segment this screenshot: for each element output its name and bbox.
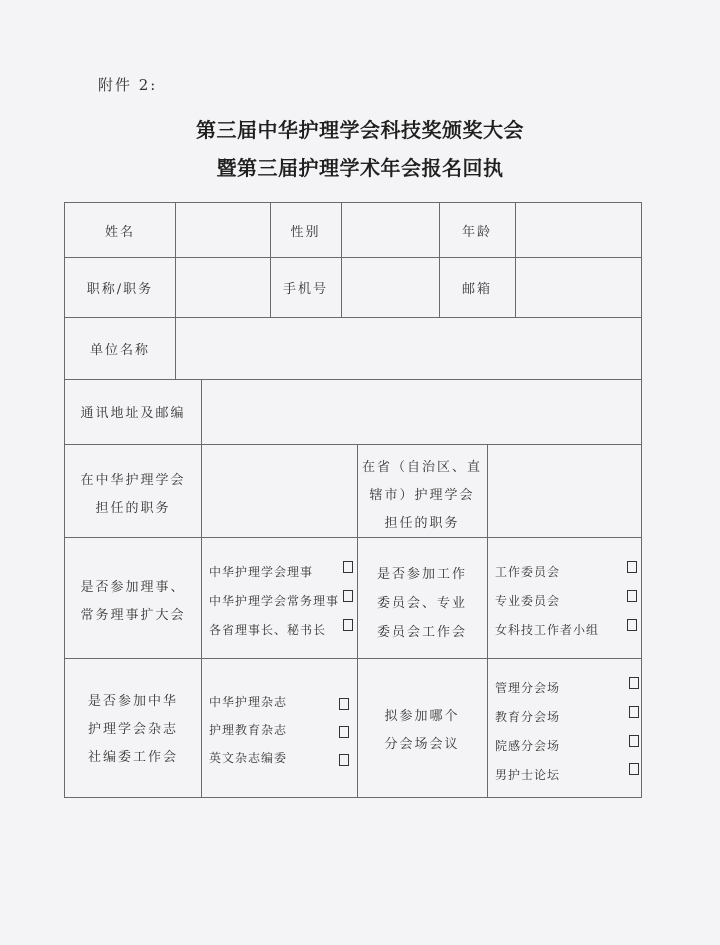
attachment-label: 附件 2: — [98, 76, 158, 94]
gender-label: 性别 — [290, 225, 321, 240]
journal-option-3: 英文杂志编委 — [209, 751, 288, 765]
council-label-2: 常务理事扩大会 — [80, 608, 186, 623]
col-divider — [201, 444, 202, 798]
council-label-1: 是否参加理事、 — [80, 580, 186, 595]
row-divider — [65, 379, 641, 380]
checkbox-council-provincial-head[interactable] — [343, 619, 353, 631]
col-divider — [487, 444, 488, 798]
committee-label-3: 委员会工作会 — [376, 625, 467, 640]
council-option-3: 各省理事长、秘书长 — [209, 623, 327, 637]
council-option-1: 中华护理学会理事 — [209, 565, 314, 579]
prov-position-label-2: 辖市）护理学会 — [369, 488, 475, 503]
journal-option-2: 护理教育杂志 — [209, 723, 288, 737]
committee-label-2: 委员会、专业 — [376, 596, 467, 611]
committee-option-2: 专业委员会 — [495, 594, 561, 608]
checkbox-english-journal-editor[interactable] — [339, 754, 349, 766]
checkbox-women-scientists-group[interactable] — [627, 619, 637, 631]
cna-position-label-2: 担任的职务 — [95, 501, 171, 516]
title-line-1: 第三届中华护理学会科技奖颁奖大会 — [196, 118, 524, 142]
checkbox-working-committee[interactable] — [627, 561, 637, 573]
checkbox-specialty-committee[interactable] — [627, 590, 637, 602]
branch-option-1: 管理分会场 — [495, 681, 561, 695]
checkbox-council-director[interactable] — [343, 561, 353, 573]
col-divider — [201, 379, 202, 444]
checkbox-infection-control-session[interactable] — [629, 735, 639, 747]
checkbox-nursing-education-journal[interactable] — [339, 726, 349, 738]
journal-label-3: 社编委工作会 — [87, 750, 178, 765]
col-divider — [515, 203, 516, 317]
address-label: 通讯地址及邮编 — [80, 406, 186, 421]
committee-label-1: 是否参加工作 — [376, 567, 467, 582]
cna-position-label-1: 在中华护理学会 — [80, 473, 186, 488]
row-divider — [65, 317, 641, 318]
name-label: 姓名 — [104, 225, 135, 240]
branch-option-3: 院感分会场 — [495, 739, 561, 753]
checkbox-chinese-nursing-journal[interactable] — [339, 698, 349, 710]
col-divider — [341, 203, 342, 317]
journal-label-2: 护理学会杂志 — [87, 722, 178, 737]
title-label: 职称/职务 — [86, 282, 154, 297]
unit-label: 单位名称 — [89, 343, 150, 358]
title-line-2: 暨第三届护理学术年会报名回执 — [216, 156, 504, 180]
checkbox-education-session[interactable] — [629, 706, 639, 718]
branch-option-2: 教育分会场 — [495, 710, 561, 724]
row-divider — [65, 537, 641, 538]
row-divider — [65, 257, 641, 258]
registration-table — [64, 202, 642, 798]
committee-option-3: 女科技工作者小组 — [495, 623, 600, 637]
prov-position-label-1: 在省（自治区、直 — [361, 460, 482, 475]
age-label: 年龄 — [461, 225, 492, 240]
email-label: 邮箱 — [461, 282, 492, 297]
branch-option-4: 男护士论坛 — [495, 768, 561, 782]
row-divider — [65, 444, 641, 445]
checkbox-council-standing-director[interactable] — [343, 590, 353, 602]
committee-option-1: 工作委员会 — [495, 565, 561, 579]
row-divider — [65, 658, 641, 659]
branch-label-2: 分会场会议 — [384, 737, 460, 752]
col-divider — [175, 203, 176, 317]
phone-label: 手机号 — [282, 282, 328, 297]
branch-label-1: 拟参加哪个 — [384, 709, 460, 724]
council-option-2: 中华护理学会常务理事 — [209, 594, 340, 608]
journal-option-1: 中华护理杂志 — [209, 695, 288, 709]
journal-label-1: 是否参加中华 — [87, 694, 178, 709]
checkbox-male-nurse-forum[interactable] — [629, 763, 639, 775]
prov-position-label-3: 担任的职务 — [384, 516, 460, 531]
col-divider — [175, 317, 176, 379]
checkbox-management-session[interactable] — [629, 677, 639, 689]
